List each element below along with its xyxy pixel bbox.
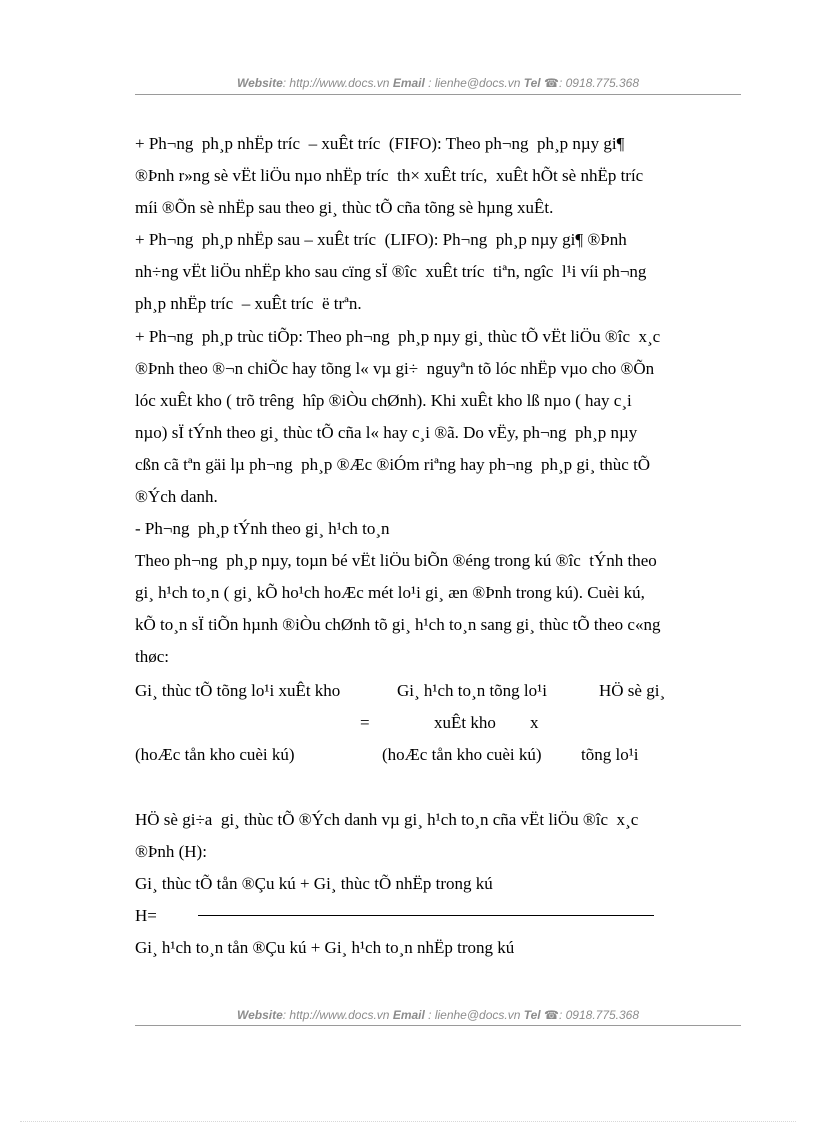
body-line: míi ®Õn sè nhËp sau theo gi¸ thùc tÕ cña tõng sè hµng xuÊt.: [135, 198, 554, 217]
body-line: Theo ph¬ng ph¸p nµy, toµn bé vËt liÖu biÕn ®éng trong kú ®îc tÝnh theo: [135, 551, 657, 570]
email-label: Email: [392, 76, 425, 90]
formula-right-top: HÖ sè gi¸: [599, 681, 666, 700]
body-line: cßn cã tªn gäi lµ ph¬ng ph¸p ®Æc ®iÓm riªng hay ph¬ng ph¸p gi¸ thùc tÕ: [135, 455, 651, 474]
tel-number: : 0918.775.368: [558, 1008, 640, 1022]
page-edge-dots: [20, 1121, 796, 1122]
body-line: + Ph¬ng ph¸p trùc tiÕp: Theo ph¬ng ph¸p nµy gi¸ thùc tÕ vËt liÖu ®îc x¸c: [135, 327, 661, 346]
body-line: ph¸p nhËp tríc – xuÊt tríc ë trªn.: [135, 294, 362, 313]
formula-mid-top: Gi¸ h¹ch to¸n tõng lo¹i: [397, 681, 547, 700]
tel-label: Tel: [523, 1008, 541, 1022]
body-line: HÖ sè gi÷a gi¸ thùc tÕ ®Ých danh vµ gi¸ h¹ch to¸n cña vËt liÖu ®îc x¸c: [135, 810, 639, 829]
email-label: Email: [392, 1008, 425, 1022]
page-footer: [135, 1008, 741, 1022]
body-line: + Ph¬ng ph¸p nhËp sau – xuÊt tríc (LIFO): Ph¬ng ph¸p nµy gi¶ ®Þnh: [135, 230, 627, 249]
formula-equals: =: [360, 713, 370, 732]
formula-left-top: Gi¸ thùc tÕ tõng lo¹i xuÊt kho: [135, 681, 341, 700]
body-line: ®Þnh r»ng sè vËt liÖu nµo nhËp tríc th× xuÊt tríc, xuÊt hÕt sè nhËp tríc: [135, 166, 644, 185]
tel-number: : 0918.775.368: [558, 76, 640, 90]
body-line: lóc xuÊt kho ( trõ trêng hîp ®iÒu chØnh). Khi xuÊt kho lß nµo ( hay c¸i: [135, 391, 632, 410]
website-label: Website: [236, 1008, 283, 1022]
body-line: ®Þnh (H):: [135, 842, 207, 861]
phone-icon: ☎: [544, 1008, 559, 1022]
email-address[interactable]: : lienhe@docs.vn: [424, 76, 521, 90]
formula-h-denominator: Gi¸ h¹ch to¸n tån ®Çu kú + Gi¸ h¹ch to¸n nhËp trong kú: [135, 938, 515, 957]
page-header: [135, 76, 741, 90]
body-line: + Ph¬ng ph¸p nhËp tríc – xuÊt tríc (FIFO): Theo ph¬ng ph¸p nµy gi¶: [135, 134, 625, 153]
tel-label: Tel: [523, 76, 541, 90]
header-divider: [135, 94, 741, 95]
formula-h-label: H=: [135, 906, 157, 925]
formula-right-bottom: tõng lo¹i: [581, 745, 639, 764]
website-url[interactable]: : http://www.docs.vn: [282, 1008, 390, 1022]
formula-left-bottom: (hoÆc tån kho cuèi kú): [135, 745, 295, 764]
body-line: thøc:: [135, 647, 169, 666]
section-heading: - Ph¬ng ph¸p tÝnh theo gi¸ h¹ch to¸n: [135, 519, 390, 538]
website-label: Website: [236, 76, 283, 90]
body-line: nµo) sÏ tÝnh theo gi¸ thùc tÕ cña l« hay c¸i ®ã. Do vËy, ph¬ng ph¸p nµy: [135, 423, 638, 442]
body-line: nh÷ng vËt liÖu nhËp kho sau cïng sÏ ®îc xuÊt tríc tiªn, ngîc l¹i víi ph¬ng: [135, 262, 647, 281]
body-line: ®Þnh theo ®¬n chiÕc hay tõng l« vµ gi÷ nguyªn tõ lóc nhËp vµo cho ®Õn: [135, 359, 655, 378]
body-line: gi¸ h¹ch to¸n ( gi¸ kÕ ho¹ch hoÆc mét lo¹i gi¸ æn ®Þnh trong kú). Cuèi kú,: [135, 583, 645, 602]
website-url[interactable]: : http://www.docs.vn: [282, 76, 390, 90]
formula-mid-bottom: (hoÆc tån kho cuèi kú): [382, 745, 542, 764]
footer-divider: [135, 1025, 741, 1026]
formula-mid-mid: xuÊt kho: [434, 713, 496, 732]
body-line: ®Ých danh.: [135, 487, 218, 506]
body-line: kÕ to¸n sÏ tiÕn hµnh ®iÒu chØnh tõ gi¸ h¹ch to¸n sang gi¸ thùc tÕ theo c«ng: [135, 615, 661, 634]
formula-times: x: [530, 713, 539, 732]
formula-h-numerator: Gi¸ thùc tÕ tån ®Çu kú + Gi¸ thùc tÕ nhËp trong kú: [135, 874, 493, 893]
fraction-bar: [198, 915, 654, 916]
phone-icon: ☎: [544, 76, 559, 90]
email-address[interactable]: : lienhe@docs.vn: [424, 1008, 521, 1022]
